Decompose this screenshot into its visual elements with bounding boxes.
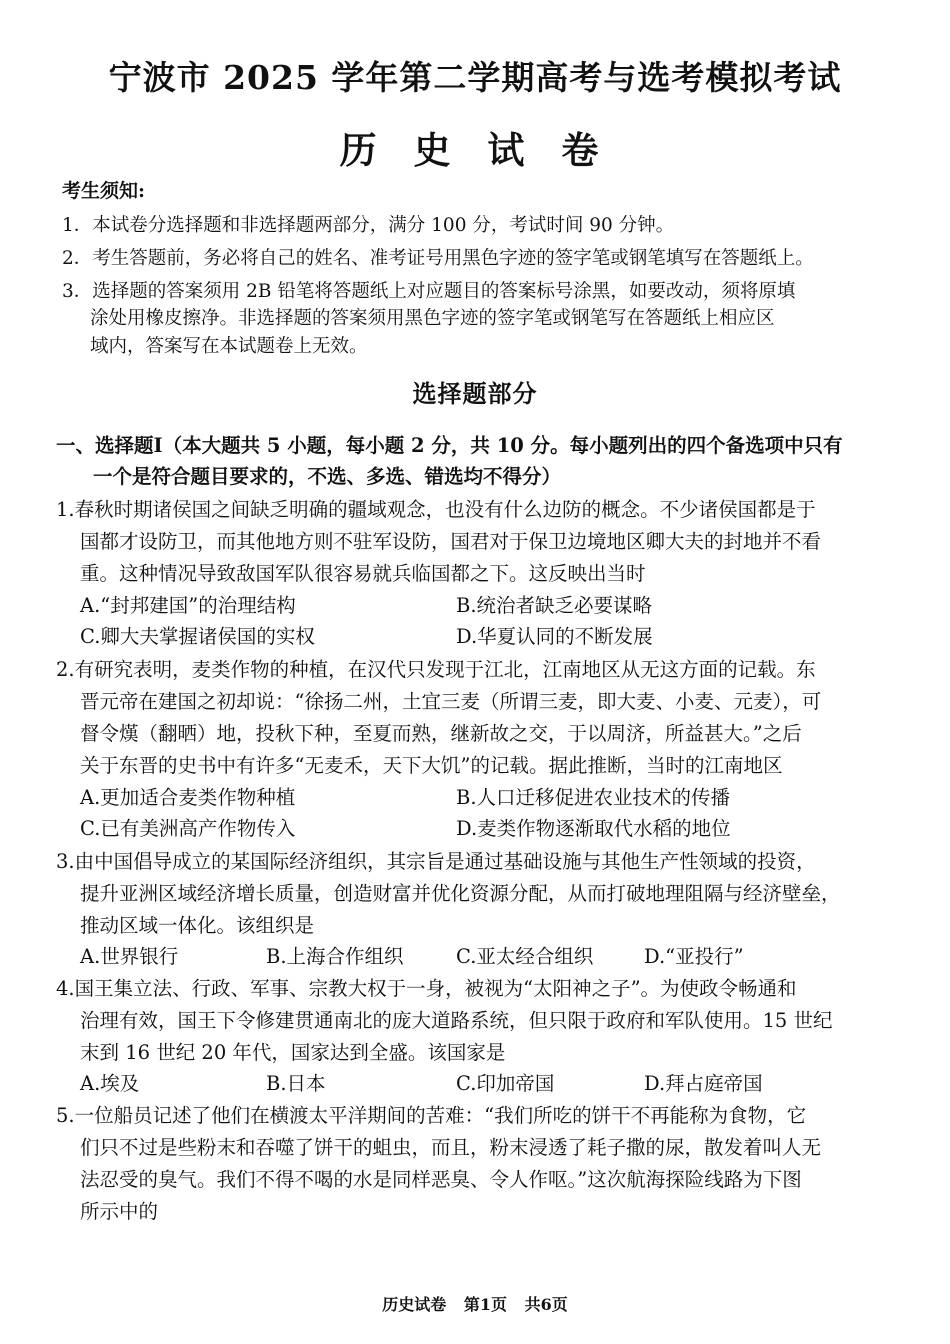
q2-option-a[interactable]: A.更加适合麦类作物种植 <box>80 786 296 809</box>
q1-line-2: 国都才设防卫，而其他地方则不驻军设防，国君对于保卫边境地区卿大夫的封地并不看 <box>80 530 822 553</box>
footer-total: 共6页 <box>524 1295 568 1314</box>
q4-option-c[interactable]: C.印加帝国 <box>456 1072 555 1095</box>
q4-line-2: 治理有效，国王下令修建贯通南北的庞大道路系统，但只限于政府和军队使用。15 世纪 <box>80 1009 833 1032</box>
q2-option-c[interactable]: C.已有美洲高产作物传入 <box>80 817 296 840</box>
q5-line-2: 们只不过是些粉末和吞噬了饼干的蛆虫，而且，粉末浸透了耗子撒的尿，散发着叫人无 <box>80 1136 822 1159</box>
q3-option-a[interactable]: A.世界银行 <box>80 945 179 968</box>
subject-title: 历 史 试 卷 <box>339 128 611 172</box>
q1-line-3: 重。这种情况导致敌国军队很容易就兵临国都之下。这反映出当时 <box>80 562 646 585</box>
notice-item-2: 2．考生答题前，务必将自己的姓名、准考证号用黑色字迹的签字笔或钢笔填写在答题纸上。 <box>62 248 814 269</box>
exam-title: 宁波市 2025 学年第二学期高考与选考模拟考试 <box>108 58 842 97</box>
q3-line-1: 3.由中国倡导成立的某国际经济组织，其宗旨是通过基础设施与其他生产性领域的投资， <box>56 850 816 873</box>
q2-line-2: 晋元帝在建国之初却说：“徐扬二州，土宜三麦（所谓三麦，即大麦、小麦、元麦），可 <box>80 690 822 713</box>
q4-option-a[interactable]: A.埃及 <box>80 1072 140 1095</box>
q1-option-b[interactable]: B.统治者缺乏必要谋略 <box>456 594 653 617</box>
section-title: 选择题部分 <box>412 379 538 408</box>
q3-option-d[interactable]: D.“亚投行” <box>644 945 744 968</box>
notice-item-3: 3．选择题的答案须用 2B 铅笔将答题纸上对应题目的答案标号涂黑，如要改动，须将原填 <box>62 281 796 302</box>
q4-line-3: 末到 16 世纪 20 年代，国家达到全盛。该国家是 <box>80 1041 506 1064</box>
q3-line-2: 提升亚洲区域经济增长质量，创造财富并优化资源分配，从而打破地理阻隔与经济壁垒， <box>80 882 841 905</box>
q2-line-4: 关于东晋的史书中有许多“无麦禾，天下大饥”的记载。据此推断，当时的江南地区 <box>80 754 783 777</box>
q1-option-a[interactable]: A.“封邦建国”的治理结构 <box>80 594 296 617</box>
q2-line-3: 督令熯（翻晒）地，投秋下种，至夏而熟，继新故之交，于以周济，所益甚大。”之后 <box>80 722 802 745</box>
page-footer <box>0 1292 950 1315</box>
q1-option-c[interactable]: C.卿大夫掌握诸侯国的实权 <box>80 625 315 648</box>
q5-line-3: 法忍受的臭气。我们不得不喝的水是同样恶臭、令人作呕。”这次航海探险线路为下图 <box>80 1168 802 1191</box>
footer-page: 第1页 <box>463 1295 507 1314</box>
footer-subject: 历史试卷 <box>382 1295 447 1314</box>
notice-item-3-cont2: 域内，答案写在本试题卷上无效。 <box>90 336 368 357</box>
q2-option-b[interactable]: B.人口迁移促进农业技术的传播 <box>456 786 731 809</box>
q3-option-c[interactable]: C.亚太经合组织 <box>456 945 594 968</box>
q1-line-1: 1.春秋时期诸侯国之间缺乏明确的疆域观念，也没有什么边防的概念。不少诸侯国都是于 <box>56 498 816 521</box>
q5-line-4: 所示中的 <box>80 1200 159 1223</box>
q2-option-d[interactable]: D.麦类作物逐渐取代水稻的地位 <box>456 817 731 840</box>
notice-item-3-cont1: 涂处用橡皮擦净。非选择题的答案须用黑色字迹的签字笔或钢笔写在答题纸上相应区 <box>90 308 775 329</box>
notice-heading: 考生须知: <box>62 180 146 202</box>
q3-line-3: 推动区域一体化。该组织是 <box>80 914 315 937</box>
part1-instruction-cont: 一个是符合题目要求的，不选、多选、错选均不得分） <box>93 465 562 488</box>
q1-option-d[interactable]: D.华夏认同的不断发展 <box>456 625 653 648</box>
q5-line-1: 5.一位船员记述了他们在横渡太平洋期间的苦难：“我们所吃的饼干不再能称为食物，它 <box>56 1104 807 1127</box>
q2-line-1: 2.有研究表明，麦类作物的种植，在汉代只发现于江北，江南地区从无这方面的记载。东 <box>56 658 816 681</box>
q4-option-d[interactable]: D.拜占庭帝国 <box>644 1072 763 1095</box>
part1-instruction: 一、选择题Ⅰ（本大题共 5 小题，每小题 2 分，共 10 分。每小题列出的四个备选项中只有 <box>56 434 843 457</box>
q4-option-b[interactable]: B.日本 <box>266 1072 326 1095</box>
q3-option-b[interactable]: B.上海合作组织 <box>266 945 404 968</box>
q4-line-1: 4.国王集立法、行政、军事、宗教大权于一身，被视为“太阳神之子”。为使政令畅通和 <box>56 977 797 1000</box>
notice-item-1: 1．本试卷分选择题和非选择题两部分，满分 100 分，考试时间 90 分钟。 <box>62 215 675 236</box>
